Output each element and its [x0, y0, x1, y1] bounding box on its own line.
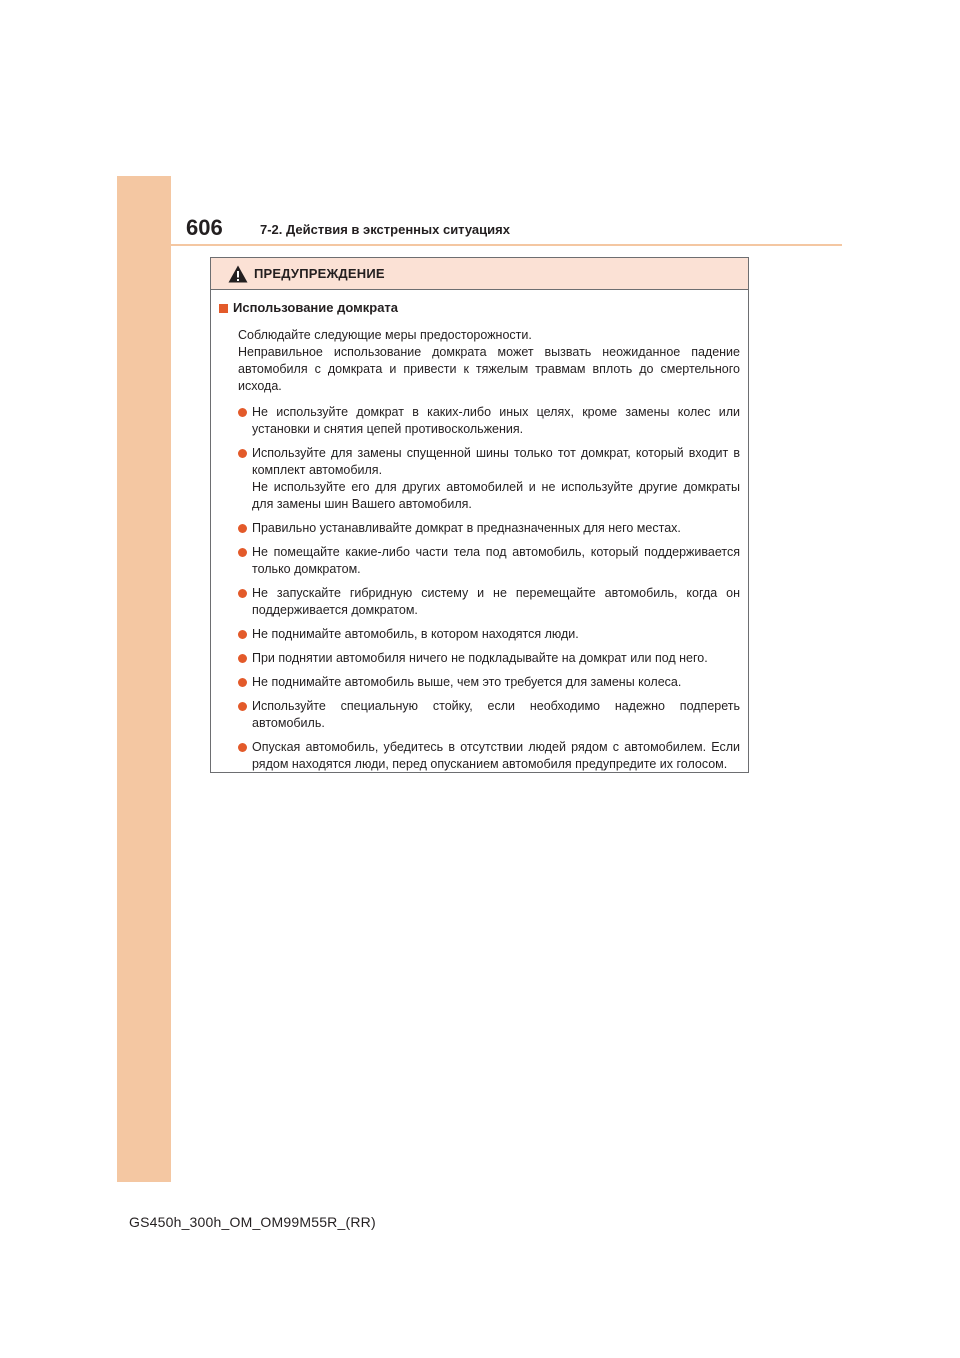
intro-line: Соблюдайте следующие меры предосторожности.: [238, 328, 532, 342]
list-item-text: Правильно устанавливайте домкрат в предназначенных для него местах.: [252, 521, 681, 535]
page-number: 606: [186, 215, 223, 240]
list-item: [238, 674, 740, 691]
list-item: [238, 650, 740, 667]
list-item-text: Не используйте его для других автомобилей и не используйте другие домкраты для замены шин Вашего автомобиля.: [252, 480, 740, 511]
warning-body: [211, 290, 748, 773]
list-item-text: Опуская автомобиль, убедитесь в отсутствии людей рядом с автомобилем. Если рядом находятся люди, перед опусканием автомобиля предупредите их голосом.: [252, 740, 740, 771]
list-item: [238, 445, 740, 513]
intro-text: [219, 327, 740, 395]
document-code: GS450h_300h_OM_OM99M55R_(RR): [129, 1214, 376, 1230]
warning-title: ПРЕДУПРЕЖДЕНИЕ: [254, 266, 385, 281]
list-item-text: Не запускайте гибридную систему и не перемещайте автомобиль, когда он поддерживается домкратом.: [252, 586, 740, 617]
round-bullet-icon: [238, 678, 247, 687]
list-item: [238, 404, 740, 438]
list-item-text: Не поднимайте автомобиль выше, чем это требуется для замены колеса.: [252, 675, 682, 689]
warning-box: [210, 257, 749, 773]
precaution-list: [219, 404, 740, 773]
round-bullet-icon: [238, 743, 247, 752]
list-item: [238, 626, 740, 643]
list-item: [238, 520, 740, 537]
list-item-text: При поднятии автомобиля ничего не подкладывайте на домкрат или под него.: [252, 651, 708, 665]
round-bullet-icon: [238, 449, 247, 458]
list-item-text: Не используйте домкрат в каких-либо иных целях, кроме замены колес или установки и снятия цепей противоскольжения.: [252, 405, 740, 436]
list-item-text: Используйте специальную стойку, если необходимо надежно подпереть автомобиль.: [252, 699, 740, 730]
round-bullet-icon: [238, 548, 247, 557]
warning-triangle-icon: [228, 265, 248, 283]
list-item-text: Не помещайте какие-либо части тела под автомобиль, который поддерживается только домкратом.: [252, 545, 740, 576]
list-item: [238, 739, 740, 773]
list-item-text: Используйте для замены спущенной шины только тот домкрат, который входит в комплект автомобиля.: [252, 446, 740, 477]
list-item: [238, 698, 740, 732]
list-item-text: Не поднимайте автомобиль, в котором находятся люди.: [252, 627, 579, 641]
round-bullet-icon: [238, 408, 247, 417]
round-bullet-icon: [238, 524, 247, 533]
subheading: [219, 299, 740, 317]
list-item: [238, 585, 740, 619]
round-bullet-icon: [238, 630, 247, 639]
header-rule: [171, 244, 842, 246]
section-title: 7-2. Действия в экстренных ситуациях: [260, 222, 510, 237]
square-bullet-icon: [219, 304, 228, 313]
round-bullet-icon: [238, 702, 247, 711]
warning-header: [211, 258, 748, 290]
list-item: [238, 544, 740, 578]
intro-line: Неправильное использование домкрата может вызвать неожиданное падение автомобиля с домкрата и привести к тяжелым травмам вплоть до смертельного исхода.: [238, 345, 740, 393]
side-color-band: [117, 176, 171, 1182]
round-bullet-icon: [238, 654, 247, 663]
subheading-text: Использование домкрата: [233, 300, 399, 315]
round-bullet-icon: [238, 589, 247, 598]
